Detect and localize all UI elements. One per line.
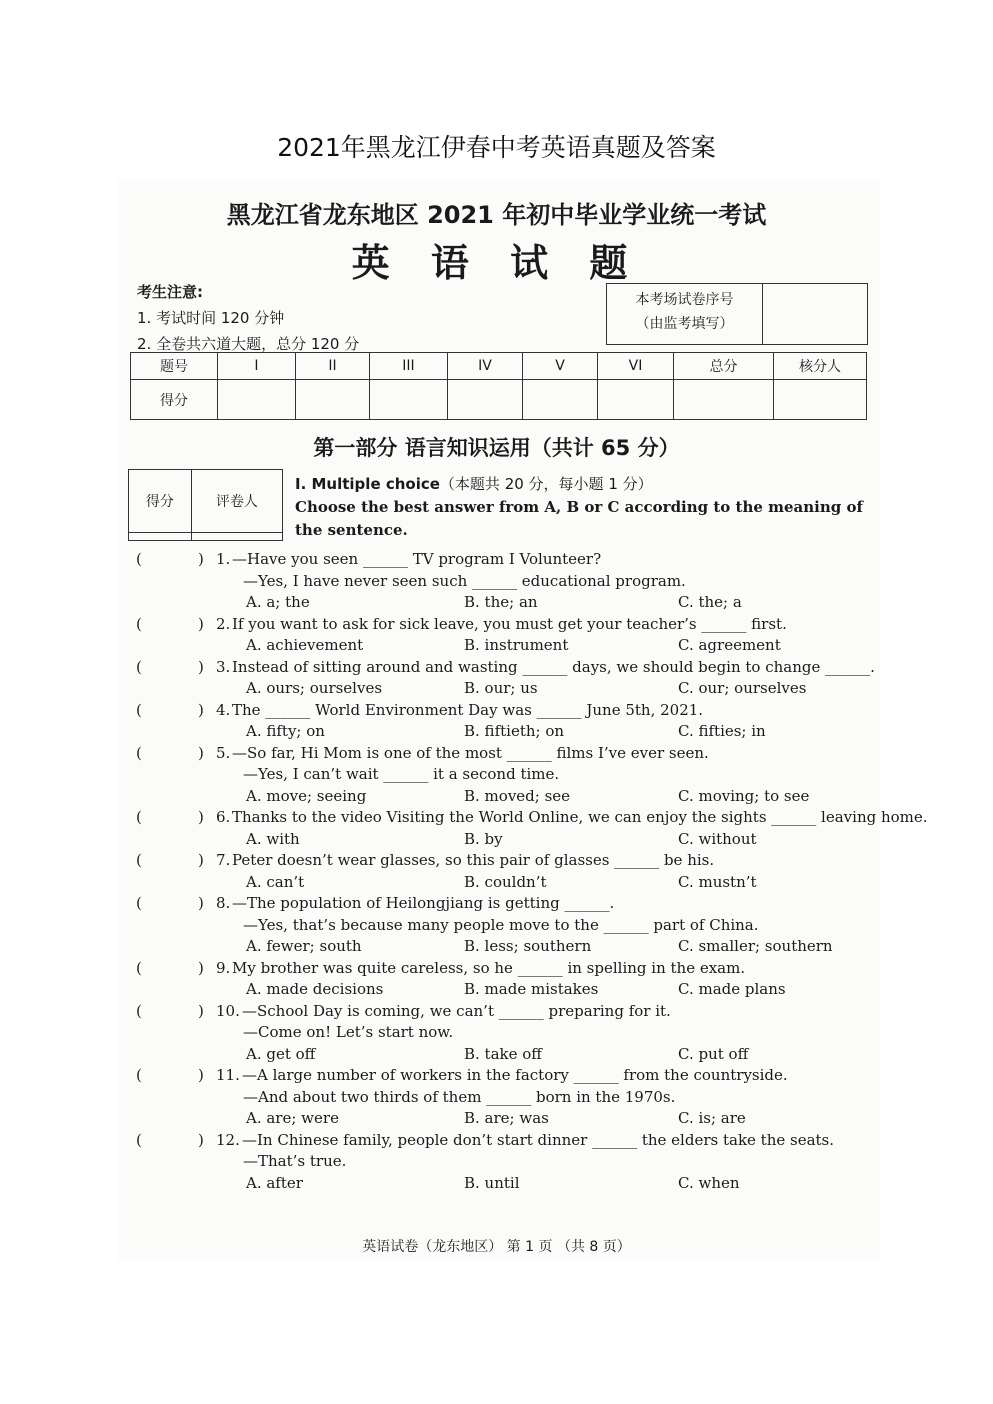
- question-list: [128, 549, 928, 1194]
- question-number: 7.: [216, 851, 231, 869]
- option-b: B. by: [464, 829, 503, 848]
- question-stem-line: [128, 1130, 878, 1152]
- question-stem-line: [128, 850, 878, 872]
- score-table-header-row: [131, 353, 867, 380]
- subject-title: 英 语 试 题: [351, 241, 642, 285]
- seat-number-box: [606, 283, 868, 345]
- option-c: C. put off: [678, 1044, 749, 1063]
- answer-blank-close: ): [198, 958, 204, 977]
- score-table: [130, 352, 867, 420]
- option-c: C. is; are: [678, 1109, 746, 1127]
- question-item: [128, 893, 878, 958]
- candidate-notes: [137, 279, 359, 357]
- section-header: [295, 473, 875, 542]
- question-number: 5.: [216, 743, 231, 762]
- answer-blank-open: (: [136, 657, 142, 676]
- option-c: C. made plans: [678, 980, 786, 998]
- option-c: C. without: [678, 829, 757, 848]
- answer-blank-close: ): [198, 894, 204, 912]
- question-number: 3.: [216, 657, 231, 676]
- question-number: 6.: [216, 808, 231, 826]
- exam-title: 黑龙江省龙东地区 2021 年初中毕业学业统一考试: [226, 201, 767, 229]
- question-item: [128, 1130, 878, 1195]
- options-row: [128, 592, 878, 614]
- header-cell: 题号: [131, 353, 218, 380]
- option-a: A. a; the: [246, 593, 310, 611]
- score-cell: [218, 380, 296, 420]
- notes-heading: 考生注意:: [137, 283, 203, 301]
- question-stem-line: [128, 743, 878, 765]
- question-text: The ______ World Environment Day was ______ June 5th, 2021.: [232, 700, 704, 719]
- question-number: 1.: [216, 550, 231, 568]
- option-b: B. made mistakes: [464, 980, 599, 998]
- header-cell: 核分人: [774, 353, 867, 380]
- seat-number-field: [763, 284, 867, 344]
- answer-blank-open: (: [136, 743, 142, 762]
- answer-blank-close: ): [198, 808, 204, 826]
- option-c: C. moving; to see: [678, 786, 810, 805]
- question-item: [128, 614, 878, 657]
- option-c: C. smaller; southern: [678, 937, 833, 955]
- header-cell: II: [296, 353, 370, 380]
- option-c: C. mustn’t: [678, 872, 757, 891]
- header-cell: VI: [598, 353, 674, 380]
- question-item: [128, 549, 878, 614]
- note-item: 1. 考试时间 120 分钟: [137, 309, 285, 327]
- answer-blank-open: (: [136, 958, 142, 977]
- answer-blank-close: ): [198, 1130, 204, 1149]
- question-stem-line: [128, 614, 878, 636]
- grader-label: 评卷人: [191, 470, 282, 533]
- question-dialogue-line: [128, 915, 878, 937]
- question-text: —In Chinese family, people don’t start dinner ______ the elders take the seats.: [242, 1130, 835, 1149]
- question-text: —A large number of workers in the factory ______ from the countryside.: [242, 1066, 788, 1084]
- grader-score-label: 得分: [129, 470, 192, 533]
- options-row: [128, 786, 878, 808]
- question-stem-line: [128, 700, 878, 722]
- question-item: [128, 850, 878, 893]
- question-item: [128, 1065, 878, 1130]
- answer-blank-open: (: [136, 550, 142, 568]
- section-title-note: （本题共 20 分，每小题 1 分）: [439, 475, 653, 493]
- question-number: 10.: [216, 1001, 240, 1020]
- page-footer: 英语试卷（龙东地区） 第 1 页 （共 8 页）: [362, 1239, 631, 1255]
- answer-blank-open: (: [136, 1130, 142, 1149]
- option-b: B. the; an: [464, 593, 538, 611]
- option-b: B. fiftieth; on: [464, 722, 565, 740]
- grader-table: [128, 469, 283, 541]
- note-item: 2. 全卷共六道大题，总分 120 分: [137, 335, 360, 353]
- option-b: B. couldn’t: [464, 872, 547, 891]
- question-stem-line: [128, 807, 928, 829]
- question-text: —The population of Heilongjiang is getting ______.: [232, 894, 615, 912]
- question-number: 12.: [216, 1130, 240, 1149]
- score-cell: [598, 380, 674, 420]
- answer-blank-close: ): [198, 743, 204, 762]
- options-row: [128, 1044, 878, 1066]
- option-a: A. achievement: [246, 636, 364, 654]
- answer-blank-close: ): [198, 614, 204, 633]
- options-row: [128, 635, 878, 657]
- document-title: 2021年黑龙江伊春中考英语真题及答案: [277, 133, 716, 162]
- question-dialogue-line: [128, 1087, 878, 1109]
- question-text: —Yes, that’s because many people move to the ______ part of China.: [243, 915, 759, 934]
- answer-blank-close: ): [198, 1066, 204, 1084]
- option-a: A. ours; ourselves: [246, 679, 383, 697]
- question-stem-line: [128, 893, 878, 915]
- options-row: [128, 979, 878, 1001]
- option-c: C. when: [678, 1173, 740, 1192]
- answer-blank-open: (: [136, 894, 142, 912]
- header-cell: IV: [448, 353, 523, 380]
- answer-blank-close: ): [198, 657, 204, 676]
- answer-blank-open: (: [136, 614, 142, 633]
- option-b: B. take off: [464, 1044, 542, 1063]
- seat-label-line: 本考场试卷序号: [635, 292, 734, 308]
- question-item: [128, 1001, 878, 1066]
- options-row: [128, 1173, 878, 1195]
- option-c: C. our; ourselves: [678, 679, 807, 697]
- score-cell: [674, 380, 774, 420]
- answer-blank-close: ): [198, 851, 204, 869]
- option-b: B. moved; see: [464, 786, 571, 805]
- question-stem-line: [128, 1065, 878, 1087]
- option-c: C. fifties; in: [678, 722, 766, 740]
- grader-score-cell: [129, 532, 192, 540]
- question-number: 9.: [216, 958, 231, 977]
- question-number: 11.: [216, 1066, 240, 1084]
- question-stem-line: [128, 549, 878, 571]
- header-cell: III: [370, 353, 448, 380]
- answer-blank-open: (: [136, 700, 142, 719]
- question-item: [128, 743, 878, 808]
- answer-blank-close: ): [198, 700, 204, 719]
- question-text: —And about two thirds of them ______ born in the 1970s.: [243, 1087, 676, 1106]
- answer-blank-close: ): [198, 1001, 204, 1020]
- question-item: [128, 700, 878, 743]
- question-text: —School Day is coming, we can’t ______ preparing for it.: [242, 1001, 671, 1020]
- question-number: 8.: [216, 894, 231, 912]
- header-cell: 总分: [674, 353, 774, 380]
- question-stem-line: [128, 1001, 878, 1023]
- score-table-score-row: [131, 380, 867, 420]
- option-a: A. get off: [246, 1044, 316, 1063]
- question-number: 4.: [216, 700, 231, 719]
- question-dialogue-line: [128, 1151, 878, 1173]
- section-title-line: [295, 473, 875, 496]
- seat-number-label: [607, 284, 763, 344]
- question-text: If you want to ask for sick leave, you must get your teacher’s ______ first.: [232, 614, 787, 633]
- question-text: Peter doesn’t wear glasses, so this pair of glasses ______ be his.: [232, 851, 715, 869]
- options-row: [128, 872, 878, 894]
- score-cell: [774, 380, 867, 420]
- question-text: Instead of sitting around and wasting ______ days, we should begin to change ______.: [232, 657, 875, 676]
- options-row: [128, 678, 878, 700]
- question-dialogue-line: [128, 1022, 878, 1044]
- option-a: A. after: [246, 1173, 303, 1192]
- question-text: —Come on! Let’s start now.: [243, 1023, 454, 1041]
- option-a: A. can’t: [246, 872, 305, 891]
- option-b: B. less; southern: [464, 937, 592, 955]
- header-cell: I: [218, 353, 296, 380]
- question-number: 2.: [216, 614, 231, 633]
- options-row: [128, 829, 878, 851]
- option-b: B. instrument: [464, 636, 569, 654]
- row-label: 得分: [131, 380, 218, 420]
- question-dialogue-line: [128, 571, 878, 593]
- question-dialogue-line: [128, 764, 878, 786]
- option-b: B. until: [464, 1173, 520, 1192]
- score-cell: [370, 380, 448, 420]
- option-a: A. move; seeing: [246, 786, 367, 805]
- option-a: A. fifty; on: [246, 722, 325, 740]
- header-cell: V: [523, 353, 598, 380]
- question-text: Thanks to the video Visiting the World Online, we can enjoy the sights ______ leaving home.: [232, 808, 928, 826]
- option-c: C. agreement: [678, 636, 781, 654]
- part-title: 第一部分 语言知识运用（共计 65 分）: [313, 436, 680, 460]
- answer-blank-open: (: [136, 1001, 142, 1020]
- option-a: A. with: [246, 829, 300, 848]
- section-instruction: Choose the best answer from A, B or C according to the meaning of the sentence.: [295, 498, 863, 539]
- question-item: [128, 657, 878, 700]
- options-row: [128, 721, 878, 743]
- question-text: —Have you seen ______ TV program I Volunteer?: [232, 550, 602, 568]
- section-title: I. Multiple choice: [295, 475, 440, 493]
- option-a: A. fewer; south: [246, 937, 362, 955]
- grader-cell: [191, 532, 282, 540]
- option-a: A. are; were: [246, 1109, 339, 1127]
- answer-blank-open: (: [136, 808, 142, 826]
- answer-blank-close: ): [198, 550, 204, 568]
- answer-blank-open: (: [136, 1066, 142, 1084]
- options-row: [128, 1108, 878, 1130]
- question-stem-line: [128, 657, 878, 679]
- options-row: [128, 936, 878, 958]
- option-b: B. are; was: [464, 1109, 549, 1127]
- question-text: —So far, Hi Mom is one of the most ______ films I’ve ever seen.: [232, 743, 709, 762]
- option-c: C. the; a: [678, 593, 742, 611]
- question-item: [128, 958, 878, 1001]
- seat-label-note: （由监考填写）: [635, 316, 734, 332]
- question-stem-line: [128, 958, 878, 980]
- score-cell: [523, 380, 598, 420]
- question-text: —That’s true.: [243, 1152, 347, 1170]
- question-item: [128, 807, 928, 850]
- option-b: B. our; us: [464, 679, 538, 697]
- answer-blank-open: (: [136, 851, 142, 869]
- question-text: —Yes, I have never seen such ______ educational program.: [243, 571, 686, 590]
- question-text: —Yes, I can’t wait ______ it a second time.: [243, 765, 560, 783]
- score-cell: [448, 380, 523, 420]
- score-cell: [296, 380, 370, 420]
- option-a: A. made decisions: [246, 980, 384, 998]
- question-text: My brother was quite careless, so he ______ in spelling in the exam.: [232, 958, 746, 977]
